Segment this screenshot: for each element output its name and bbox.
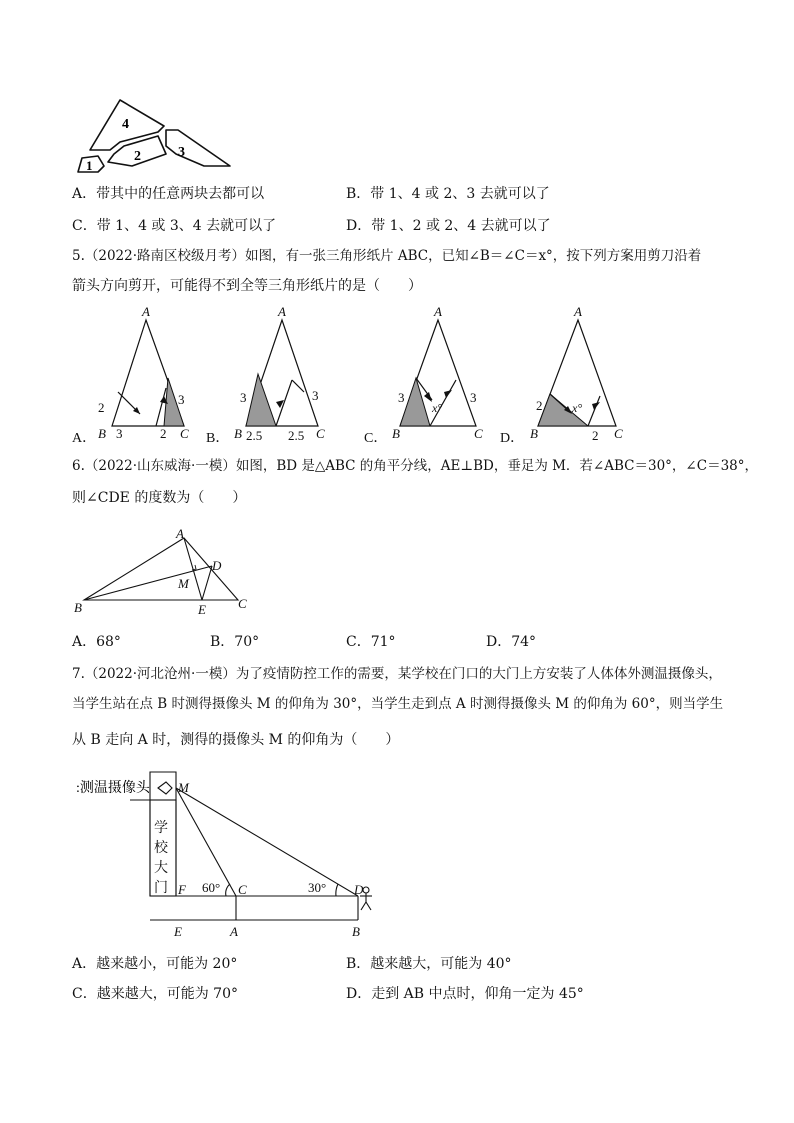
q4-option-d: D．带 1、2 或 2、4 去就可以了 — [346, 218, 551, 234]
svg-text:C: C — [474, 426, 483, 441]
piece-2-label: 2 — [134, 149, 141, 164]
q6-stem-line1: 6.（2022·山东威海·一模）如图，BD 是△ABC 的角平分线，AE⊥BD，垂足为 M．若∠ABC＝30°，∠C＝38°， — [72, 458, 758, 474]
q6-option-a: A．68° — [72, 634, 121, 650]
q6-option-d: D．74° — [486, 634, 537, 650]
person-icon — [363, 887, 369, 893]
q4-option-a: A．带其中的任意两块去都可以 — [72, 186, 265, 202]
arrow-icon — [424, 392, 432, 402]
q6-label-b: B — [74, 600, 82, 615]
q7-stem-line3: 从 B 走向 A 时，测得的摄像头 M 的仰角为（ ） — [72, 732, 400, 748]
q7-label-f: F — [178, 882, 186, 897]
q6-label-c: C — [238, 596, 247, 611]
q5-option-a-label: A． — [72, 431, 97, 446]
q7-label-b: B — [352, 924, 360, 939]
svg-text:B: B — [530, 426, 538, 441]
q5-stem-line1: 5.（2022·路南区校级月考）如图，有一张三角形纸片 ABC，已知∠B＝∠C＝x°，按下列方案用剪刀沿着 — [72, 248, 702, 264]
svg-text:B: B — [392, 426, 400, 441]
q5-figure-c — [392, 304, 483, 441]
gate-char-1: 学 — [154, 821, 168, 836]
q7-label-a: A — [230, 924, 238, 939]
q5-option-d-label: D． — [500, 431, 525, 446]
q4-option-b: B．带 1、4 或 2、3 去就可以了 — [346, 186, 550, 202]
q7-stem-line2: 当学生站在点 B 时测得摄像头 M 的仰角为 30°，当学生走到点 A 时测得摄像头 M 的仰角为 60°，则当学生 — [72, 696, 724, 712]
q7-option-c: C．越来越大，可能为 70° — [72, 986, 238, 1002]
angle-60-label: 60° — [202, 880, 221, 895]
arrow-icon — [592, 402, 600, 410]
q5-option-b-label: B． — [206, 431, 230, 446]
q6-figure — [70, 528, 260, 616]
q7-stem-line1: 7.（2022·河北沧州·一模）为了疫情防控工作的需要，某学校在门口的大门上方安装了人体体外测温摄像头， — [72, 666, 722, 682]
q6-option-c: C．71° — [346, 634, 396, 650]
svg-text:3: 3 — [116, 426, 123, 441]
arrow-icon — [444, 390, 452, 398]
gate-char-4: 门 — [154, 881, 168, 896]
q4-option-c: C．带 1、4 或 3、4 去就可以了 — [72, 218, 277, 234]
q6-label-d: D — [212, 558, 222, 573]
svg-text:3: 3 — [312, 388, 319, 403]
svg-text:A: A — [278, 304, 286, 319]
q6-label-m: M — [178, 576, 189, 591]
svg-text:A: A — [434, 304, 442, 319]
svg-text:C: C — [316, 426, 325, 441]
q6-label-e: E — [198, 602, 206, 616]
q7-label-e: E — [174, 924, 182, 939]
q6-label-a: A — [176, 528, 184, 541]
q7-label-m: M — [178, 780, 189, 795]
svg-text:3: 3 — [240, 390, 247, 405]
q6-stem-line2: 则∠CDE 的度数为（ ） — [72, 490, 247, 506]
svg-text:A: A — [574, 304, 582, 319]
svg-text:A: A — [142, 304, 150, 319]
gate-char-2: 校 — [154, 841, 168, 856]
q5-figures — [60, 300, 660, 448]
svg-text:x°: x° — [432, 401, 443, 415]
q5-figure-b — [234, 304, 325, 443]
piece-1-label: 1 — [86, 158, 93, 173]
svg-text:B: B — [234, 426, 242, 441]
piece-4-label: 4 — [122, 117, 129, 132]
gate-char-3: 大 — [154, 861, 168, 876]
svg-text:C: C — [180, 426, 189, 441]
svg-text:2: 2 — [536, 398, 543, 413]
q4-figure — [72, 96, 242, 174]
camera-label: :测温摄像头 — [76, 781, 150, 796]
svg-text:2.5: 2.5 — [288, 428, 305, 443]
q7-label-d: D — [354, 882, 364, 897]
piece-3-label: 3 — [178, 145, 185, 160]
q5-figure-a — [98, 304, 189, 441]
angle-30-label: 30° — [308, 880, 327, 895]
svg-text:x°: x° — [572, 401, 583, 415]
q5-stem-line2: 箭头方向剪开，可能得不到全等三角形纸片的是（ ） — [72, 278, 422, 294]
q6-option-b: B．70° — [210, 634, 260, 650]
q7-label-c: C — [238, 882, 247, 897]
svg-text:2: 2 — [160, 426, 167, 441]
svg-text:C: C — [614, 426, 623, 441]
q7-figure — [70, 770, 390, 944]
q7-option-a: A．越来越小，可能为 20° — [72, 956, 238, 972]
svg-text:2.5: 2.5 — [246, 428, 263, 443]
svg-text:3: 3 — [470, 390, 477, 405]
svg-text:2: 2 — [98, 400, 105, 415]
q7-option-b: B．越来越大，可能为 40° — [346, 956, 512, 972]
piece-3 — [166, 130, 230, 166]
svg-text:B: B — [98, 426, 106, 441]
svg-text:3: 3 — [178, 392, 185, 407]
q5-option-c-label: C． — [364, 431, 388, 446]
q5-figure-d — [530, 304, 623, 443]
svg-text:2: 2 — [592, 428, 599, 443]
svg-text:3: 3 — [398, 390, 405, 405]
q7-option-d: D．走到 AB 中点时，仰角一定为 45° — [346, 986, 584, 1002]
